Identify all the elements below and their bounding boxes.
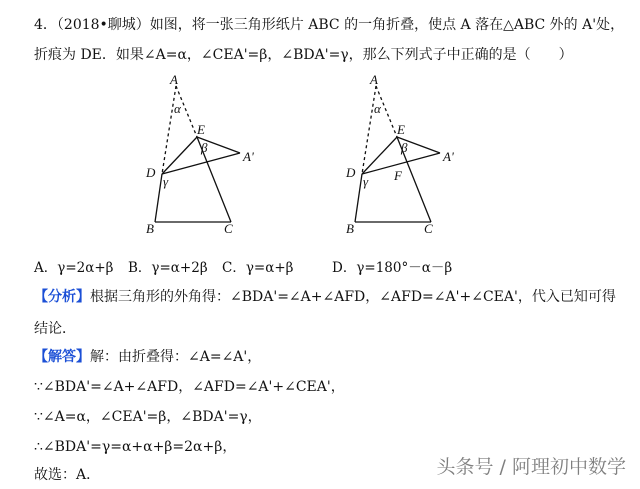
option-c: C．γ=α+β <box>222 260 294 276</box>
solution-line <box>34 346 261 366</box>
question-line-2: 折痕为 DE．如果∠A=α，∠CEA'=β，∠BDA'=γ，那么下列式子中正确的是（ ） <box>34 47 573 63</box>
solution-tag: 【解答】 <box>34 349 90 365</box>
option-d: D．γ=180°－α－β <box>332 260 453 276</box>
label-alpha: α <box>174 101 181 116</box>
solution-step-3: ∴∠BDA'=γ=α+α+β=2α+β， <box>34 439 237 455</box>
analysis-line-2: 结论． <box>34 321 76 337</box>
label-beta: β <box>201 140 208 155</box>
label-alpha: α <box>374 101 381 116</box>
solution-step-1: ∵∠BDA'=∠A+∠AFD，∠AFD=∠A'+∠CEA'， <box>34 379 345 395</box>
label-A: A <box>170 72 178 87</box>
analysis-line <box>34 286 616 306</box>
option-b: B．γ=α+2β <box>128 260 208 276</box>
side-DB <box>155 174 162 222</box>
label-F: F <box>394 168 402 183</box>
label-E: E <box>197 122 205 137</box>
label-E: E <box>397 122 405 137</box>
label-A-prime: A' <box>243 149 254 164</box>
crease-DE <box>362 137 397 174</box>
figure-1 <box>130 72 280 242</box>
label-beta: β <box>401 140 408 155</box>
analysis-text: 根据三角形的外角得：∠BDA'=∠A+∠AFD，∠AFD=∠A'+∠CEA'，代入已知可得 <box>90 289 616 305</box>
label-gamma: γ <box>363 174 369 189</box>
side-DB <box>355 174 362 222</box>
figure-2 <box>330 72 480 242</box>
solution-step-4: 故选：A． <box>34 467 101 483</box>
watermark: 头条号 / 阿理初中数学 <box>436 456 626 478</box>
option-a: A．γ=2α+β <box>34 260 114 276</box>
label-C: C <box>224 221 233 236</box>
solution-step-2: ∵∠A=α，∠CEA'=β，∠BDA'=γ， <box>34 409 262 425</box>
fold-DA-prime <box>162 153 240 174</box>
label-D: D <box>346 165 356 180</box>
label-D: D <box>146 165 156 180</box>
question-line-1: 4．（2018•聊城）如图，将一张三角形纸片 ABC 的一角折叠，使点 A 落在△ABC 外的 A'处， <box>34 17 625 33</box>
label-gamma: γ <box>163 174 169 189</box>
analysis-tag: 【分析】 <box>34 289 90 305</box>
label-C: C <box>424 221 433 236</box>
crease-DE <box>162 137 197 174</box>
label-A-prime: A' <box>443 149 454 164</box>
label-B: B <box>346 221 354 236</box>
solution-text: 解：由折叠得：∠A=∠A'， <box>90 349 262 365</box>
label-A: A <box>370 72 378 87</box>
label-B: B <box>146 221 154 236</box>
